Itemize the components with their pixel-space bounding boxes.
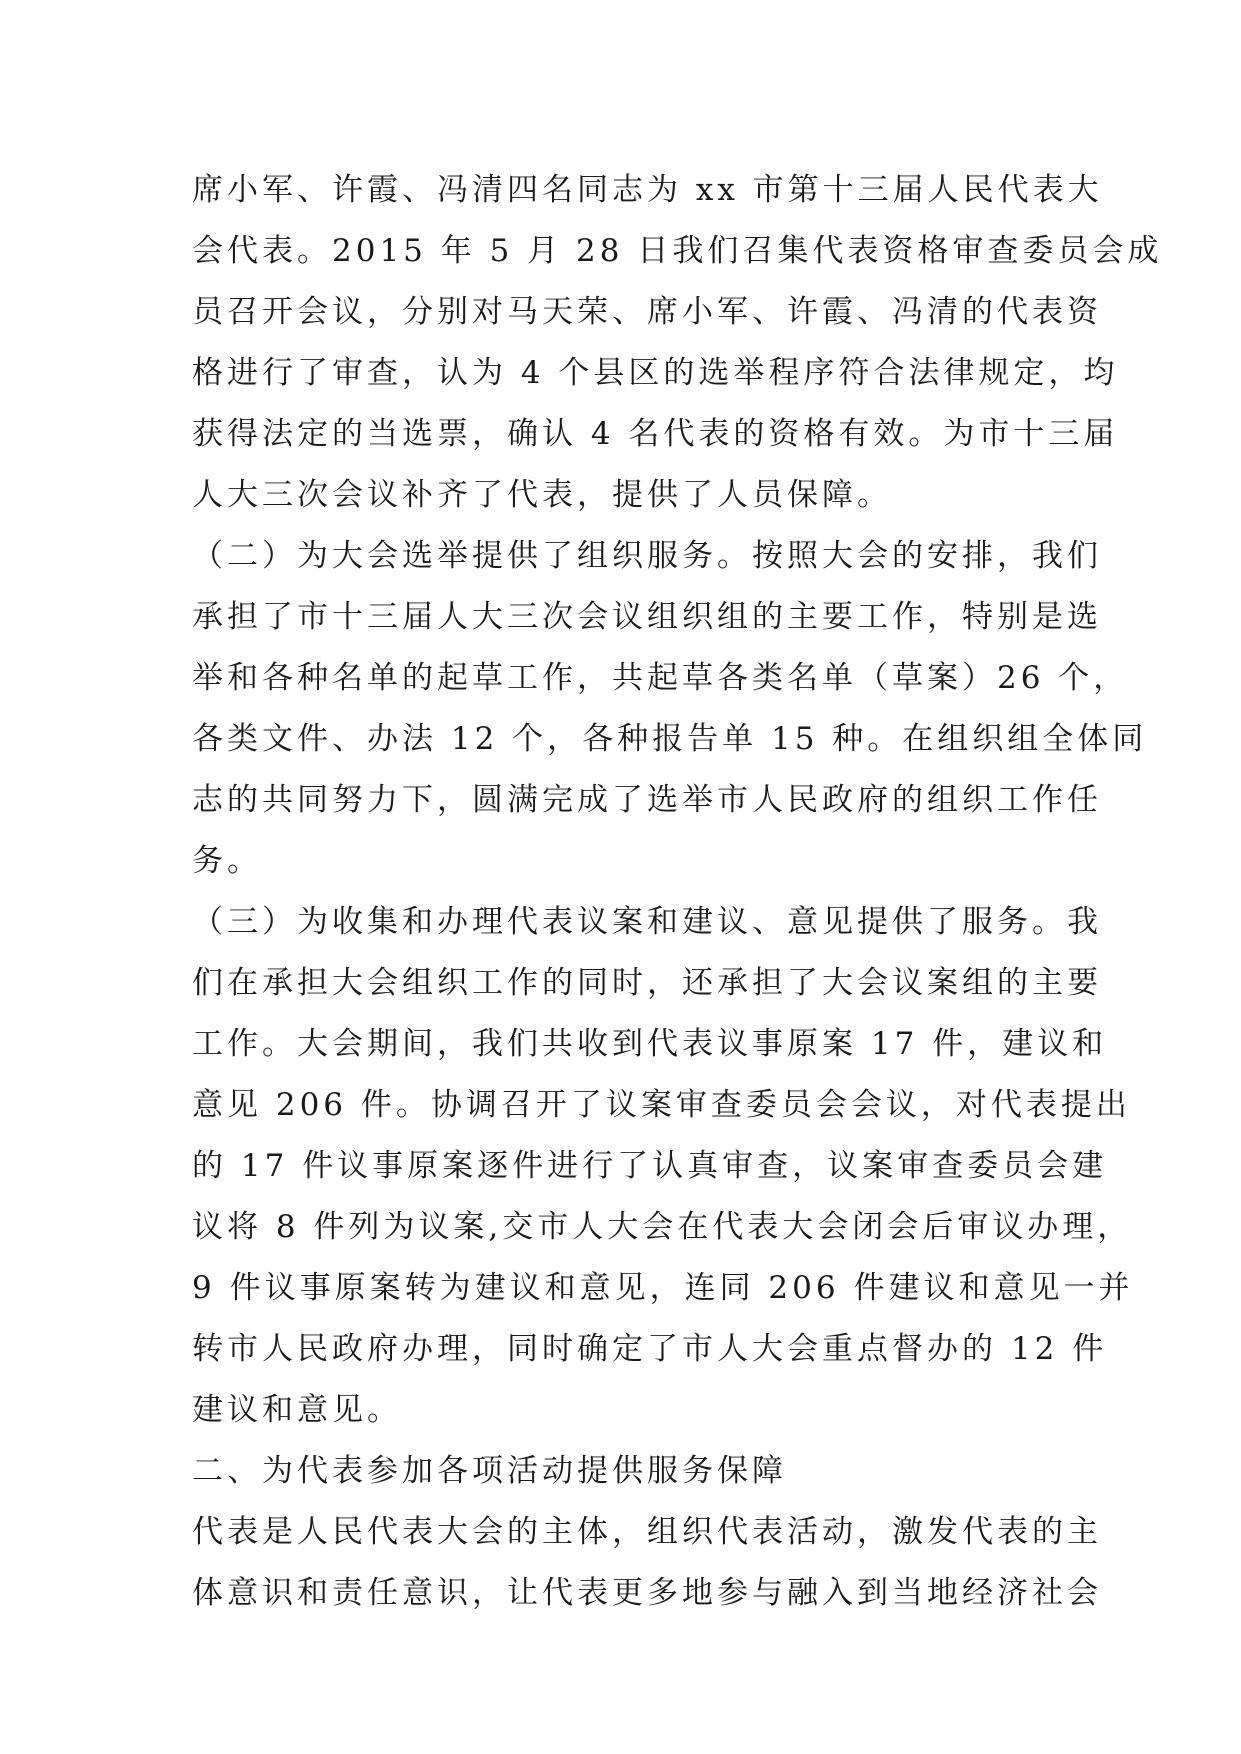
text-line: 体意识和责任意识，让代表更多地参与融入到当地经济社会 bbox=[192, 1575, 1102, 1611]
text-line: 各类文件、办法 12 个，各种报告单 15 种。在组织组全体同 bbox=[192, 721, 1148, 757]
document-body bbox=[192, 160, 1163, 1624]
text-line: 举和各种名单的起草工作，共起草各类名单（草案）26 个， bbox=[192, 660, 1129, 696]
text-line: 会代表。2015 年 5 月 28 日我们召集代表资格审查委员会成 bbox=[192, 233, 1163, 269]
text-line: 获得法定的当选票，确认 4 名代表的资格有效。为市十三届 bbox=[192, 416, 1119, 452]
text-line: 代表是人民代表大会的主体，组织代表活动，激发代表的主 bbox=[192, 1514, 1102, 1550]
text-line: 格进行了审查，认为 4 个县区的选举程序符合法律规定，均 bbox=[192, 355, 1119, 391]
text-line: 人大三次会议补齐了代表，提供了人员保障。 bbox=[192, 477, 892, 513]
text-line: 转市人民政府办理，同时确定了市人大会重点督办的 12 件 bbox=[192, 1331, 1108, 1367]
text-line: 员召开会议，分别对马天荣、席小军、许霞、冯清的代表资 bbox=[192, 294, 1102, 330]
section-heading-line: （三）为收集和办理代表议案和建议、意见提供了服务。我 bbox=[192, 904, 1102, 940]
text-line: 建议和意见。 bbox=[192, 1392, 402, 1428]
text-line: 意见 206 件。协调召开了议案审查委员会会议，对代表提出 bbox=[192, 1087, 1131, 1123]
text-line: 席小军、许霞、冯清四名同志为 xx 市第十三届人民代表大 bbox=[192, 172, 1103, 208]
text-line: 9 件议事原案转为建议和意见，连同 206 件建议和意见一并 bbox=[192, 1270, 1134, 1306]
text-line: 承担了市十三届人大三次会议组织组的主要工作，特别是选 bbox=[192, 599, 1102, 635]
text-line: 的 17 件议事原案逐件进行了认真审查，议案审查委员会建 bbox=[192, 1148, 1108, 1184]
text-line: 志的共同努力下，圆满完成了选举市人民政府的组织工作任 bbox=[192, 782, 1102, 818]
text-line: 工作。大会期间，我们共收到代表议事原案 17 件，建议和 bbox=[192, 1026, 1108, 1062]
text-line: 议将 8 件列为议案,交市人大会在代表大会闭会后审议办理， bbox=[192, 1209, 1133, 1245]
text-line: 务。 bbox=[192, 843, 262, 879]
section-heading-line: （二）为大会选举提供了组织服务。按照大会的安排，我们 bbox=[192, 538, 1102, 574]
text-line: 们在承担大会组织工作的同时，还承担了大会议案组的主要 bbox=[192, 965, 1102, 1001]
section-title-line: 二、为代表参加各项活动提供服务保障 bbox=[192, 1453, 787, 1489]
